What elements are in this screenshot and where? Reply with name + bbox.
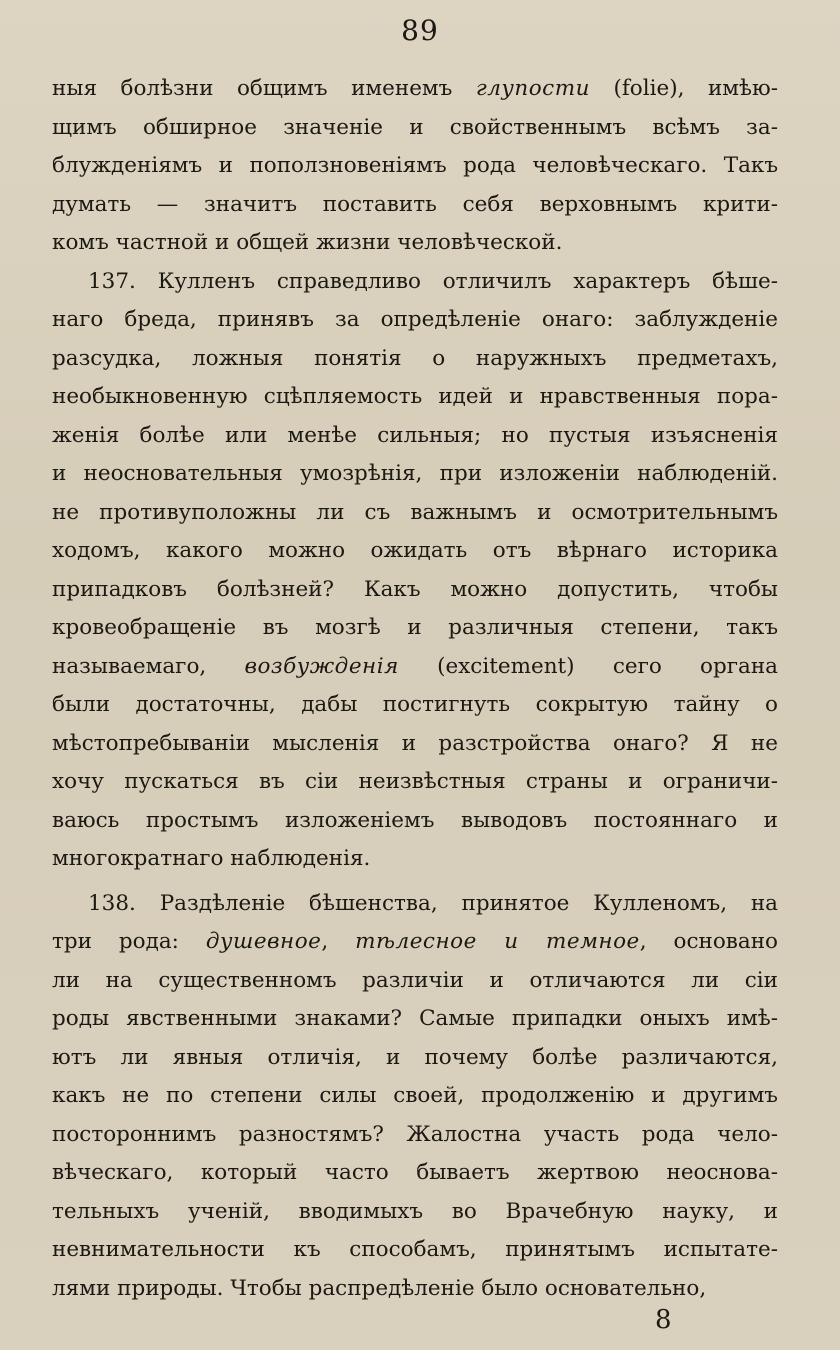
text-line: припадковъ болѣзней? Какъ можно допустить, чтобы <box>52 576 778 602</box>
text-line: комъ частной и общей жизни человѣческой. <box>52 230 563 255</box>
italic-term: возбужденія <box>244 653 399 679</box>
text-line: блужденіямъ и поползновеніямъ рода человѣческаго. Такъ <box>52 153 778 178</box>
text-line: были достаточны, дабы постигнуть сокрытую тайну о <box>52 692 778 717</box>
text-line: три рода: душевное, тѣлесное и темное, основано <box>52 929 778 954</box>
text-line: невнимательности къ способамъ, принятымъ испытате- <box>52 1237 778 1262</box>
text-line: наго бреда, принявъ за опредѣленіе онаго: заблужденіе <box>52 307 778 332</box>
text-line: ныя болѣзни общимъ именемъ глупости (folie), имѣю- <box>52 76 778 101</box>
text-line: женія болѣе или менѣе сильныя; но пустыя изъясненія <box>52 422 778 448</box>
text-line: вѣческаго, который часто бываетъ жертвою неоснова- <box>52 1160 778 1185</box>
text-line: называемаго, возбужденія (excitement) сего органа <box>52 653 778 679</box>
text-line: необыкновенную сцѣпляемость идей и нравственныя пора- <box>52 384 778 409</box>
text-line: хочу пускаться въ сіи неизвѣстныя страны и ограничи- <box>52 769 778 794</box>
italic-term: тѣлесное и темное <box>355 929 640 954</box>
page-number: 89 <box>401 14 439 47</box>
text-line: 138. Раздѣленіе бѣшенства, принятое Кулленомъ, на <box>88 890 778 916</box>
text-line: и неосновательныя умозрѣнія, при изложеніи наблюденій. <box>52 461 778 486</box>
text-line: лями природы. Чтобы распредѣленіе было основательно, <box>52 1275 707 1301</box>
text-line: ютъ ли явныя отличія, и почему болѣе различаются, <box>52 1044 778 1070</box>
text-line: не противуположны ли съ важнымъ и осмотрительнымъ <box>52 499 778 525</box>
text-line: кровеобращеніе въ мозгѣ и различныя степени, такъ <box>52 615 778 640</box>
text-line: ваюсь простымъ изложеніемъ выводовъ постояннаго и <box>52 807 778 833</box>
text-line: многократнаго наблюденія. <box>52 846 371 871</box>
signature-mark: 8 <box>655 1305 672 1335</box>
text-line: ли на существенномъ различіи и отличаются ли сіи <box>52 967 778 993</box>
italic-term: душевное <box>205 929 322 954</box>
page-text <box>52 70 778 1308</box>
text-line: 137. Кулленъ справедливо отличилъ характеръ бѣше- <box>88 268 778 294</box>
text-line: ходомъ, какого можно ожидать отъ вѣрнаго историка <box>52 538 778 563</box>
italic-term: глупости <box>475 76 590 101</box>
text-line: роды явственными знаками? Самые припадки оныхъ имѣ- <box>52 1006 778 1031</box>
text-line: разсудка, ложныя понятія о наружныхъ предметахъ, <box>52 345 778 371</box>
text-line: мѣстопребываніи мысленія и разстройства онаго? Я не <box>52 730 778 756</box>
text-line: постороннимъ разностямъ? Жалостна участь рода чело- <box>52 1121 778 1147</box>
text-line: какъ не по степени силы своей, продолженію и другимъ <box>52 1083 778 1108</box>
text-line: щимъ обширное значеніе и свойственнымъ всѣмъ за- <box>52 114 778 140</box>
text-line: думать — значитъ поставить себя верховнымъ крити- <box>52 191 778 217</box>
text-line: тельныхъ ученій, вводимыхъ во Врачебную науку, и <box>52 1198 778 1224</box>
